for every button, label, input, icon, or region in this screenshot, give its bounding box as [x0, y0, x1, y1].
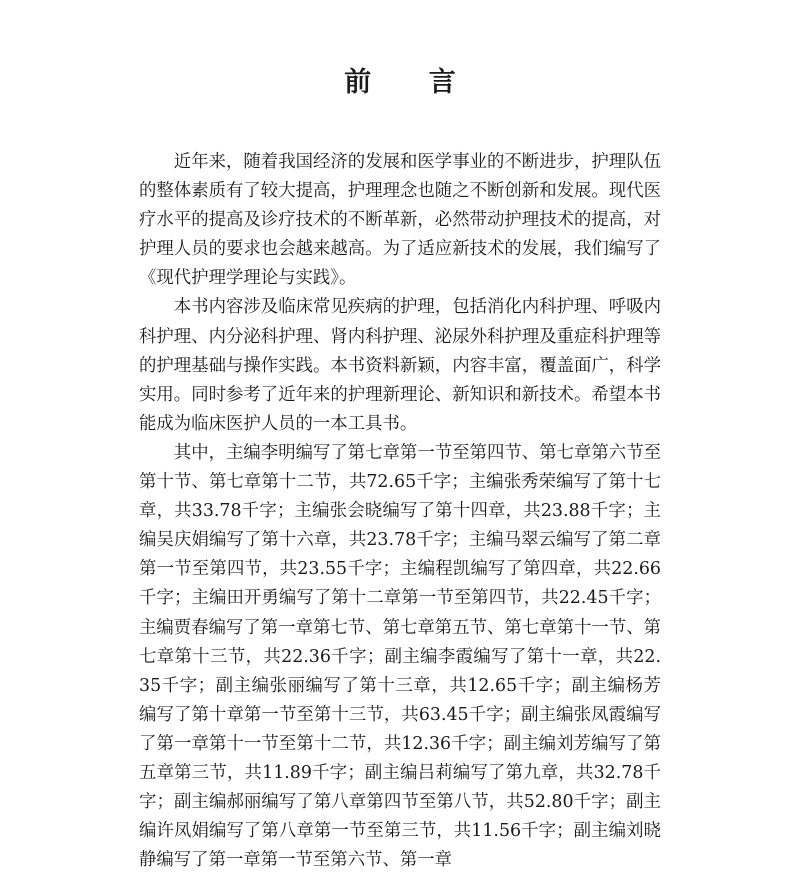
paragraph: 其中，主编李明编写了第七章第一节至第四节、第七章第六节至第十节、第七章第十二节，共72.65千字；主编张秀荣编写了第十七章，共33.78千字；主编张会晓编写了第十四章，共23.88千字；主编吴庆娟编写了第十六章，共23.78千字；主编马翠云编写了第二章第一节至第四节，共23.55千字；主编程凯编写了第四章，共22.66千字；主编田开勇编写了第十二章第一节至第四节，共22.45千字；主编贾春编写了第一章第七节、第七章第五节、第七章第十一节、第七章第十三节，共22.36千字；副主编李霞编写了第十一章，共22.35千字；副主编张丽编写了第十三章，共12.65千字；副主编杨芳编写了第十章第一节至第十三节，共63.45千字；副主编张凤霞编写了第一章第十一节至第十二节，共12.36千字；副主编刘芳编写了第五章第三节，共11.89千字；副主编吕莉编写了第九章，共32.78千字；副主编郝丽编写了第八章第四节至第八节，共52.80千字；副主编许凤娟编写了第八章第一节至第三节，共11.56千字；副主编刘晓静编写了第一章第一节至第六节、第一章 [139, 442, 661, 871]
paragraph: 本书内容涉及临床常见疾病的护理，包括消化内科护理、呼吸内科护理、内分泌科护理、肾内科护理、泌尿外科护理及重症科护理等的护理基础与操作实践。本书资料新颖，内容丰富，覆盖面广，科学实用。同时参考了近年来的护理新理论、新知识和新技术。希望本书能成为临床医护人员的一本工具书。 [139, 297, 661, 434]
page-title: 前 言 [344, 67, 480, 98]
document-body [139, 148, 661, 875]
paragraph: 近年来，随着我国经济的发展和医学事业的不断进步，护理队伍的整体素质有了较大提高，护理理念也随之不断创新和发展。现代医疗水平的提高及诊疗技术的不断革新，必然带动护理技术的提高，对护理人员的要求也会越来越高。为了适应新技术的发展，我们编写了《现代护理学理论与实践》。 [139, 152, 661, 289]
